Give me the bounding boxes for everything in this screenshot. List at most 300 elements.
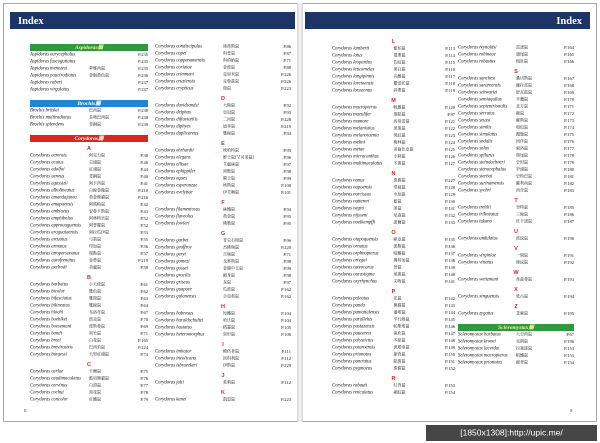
index-entry [332, 271, 455, 278]
page-reference: P.79 [140, 397, 148, 402]
page-reference: P.193 [564, 277, 574, 282]
index-entry [332, 295, 455, 302]
index-entry [458, 117, 574, 124]
index-entry [30, 396, 148, 403]
scientific-name: Corydoras lamberti [332, 46, 370, 51]
common-name: 歐亞鼠 [393, 237, 406, 242]
index-entry [30, 86, 148, 93]
scientific-name: Corydoras bicolor [30, 289, 65, 294]
scientific-name: Corydoras rabauti [332, 383, 368, 388]
index-entry [155, 286, 291, 293]
index-entry [30, 316, 148, 323]
page-reference: P.186 [564, 212, 574, 217]
common-name: 佛勒鼠 [223, 221, 235, 226]
page-reference: P.179 [564, 160, 574, 165]
common-name: 巴西豹鼠 [89, 345, 105, 350]
scientific-name: Corydoras davidsandsi [155, 103, 199, 108]
scientific-name: Corydoras geoffroy [155, 245, 192, 250]
common-name: 一間鼠 [516, 253, 528, 258]
index-entry [332, 132, 455, 139]
scientific-name: Corydoras macropterus [332, 105, 377, 110]
scientific-name: Corydoras eques [155, 176, 187, 181]
page-reference: P.118 [445, 81, 455, 86]
index-column-2 [155, 43, 291, 403]
page-reference: P.238 [138, 115, 148, 120]
common-name: 埃哈特鼠 [223, 148, 239, 153]
page-reference: P.164 [564, 45, 574, 50]
index-entry [458, 310, 574, 317]
page-reference: P.145 [445, 317, 455, 322]
common-name: 弓箭鼠 [89, 237, 101, 242]
scientific-name: Corydoras axelrodi [30, 265, 67, 270]
page-reference: P.97 [447, 112, 455, 117]
common-name: 圭亞那鼠 [223, 294, 239, 299]
page-reference: P.178 [564, 153, 574, 158]
letter-heading: H [221, 303, 225, 310]
page-reference: P.40 [140, 174, 148, 179]
index-entry [458, 204, 574, 211]
scientific-name: Corydoras solox [458, 146, 490, 151]
common-name: 模仿者鼠 [223, 349, 239, 354]
letter-heading: U [514, 228, 518, 235]
common-name: 阿卡西鼠 [89, 181, 105, 186]
index-entry [30, 229, 148, 236]
common-name: 侏儒鼠 [393, 366, 406, 371]
page-reference: P.144 [445, 310, 455, 315]
page-reference: P.99 [283, 176, 291, 181]
common-name: 迪菲鼠 [223, 124, 235, 129]
page-reference: P.53 [140, 230, 148, 235]
scientific-name: Corydoras multimaculatus [332, 161, 383, 166]
common-name: 熊貓鼠 [393, 303, 406, 308]
scientific-name: Corydoras crimmeni [155, 72, 194, 77]
common-name: 尖頭鼠 [89, 160, 101, 165]
index-entry [332, 198, 455, 205]
index-entry [155, 251, 291, 258]
page-reference: P.106 [281, 332, 291, 337]
index-entry [332, 382, 455, 389]
index-entry [155, 123, 291, 130]
index-entry [30, 166, 148, 173]
page-reference: P.139 [445, 265, 455, 270]
index-entry [458, 338, 574, 345]
common-name [89, 51, 130, 58]
scientific-name: Corydoras punctatus [332, 359, 372, 364]
page-reference: P.142 [445, 296, 455, 301]
scientific-name: Corydoras boesemani [30, 324, 72, 329]
index-entry [30, 368, 148, 375]
scientific-name: Corydoras ellisae [155, 162, 189, 167]
scientific-name: Corydoras acrensis [30, 153, 67, 158]
scientific-name: Corydoras serratus [458, 111, 495, 116]
index-entry [332, 52, 455, 59]
page-reference: P.100 [281, 183, 291, 188]
common-name: 克里米鼠 [223, 72, 239, 77]
page-reference: P.223 [281, 86, 291, 91]
common-name: 白頂鼠 [89, 383, 101, 388]
page-reference: P.181 [564, 174, 574, 179]
scientific-name: Corydoras leopardus [332, 60, 372, 65]
scientific-name: Corydoras sodalis [458, 139, 493, 144]
common-name: 尖吻鼠 [393, 279, 406, 284]
common-name: 黃金熊貓鼠 [89, 195, 109, 200]
scientific-name: Corydoras amandajanea [30, 195, 77, 200]
page-reference: P.116 [445, 67, 455, 72]
scientific-name: Corydoras robustus [458, 59, 496, 64]
common-name: 多斑鼠 [393, 161, 406, 166]
letter-heading: C [87, 361, 91, 368]
common-name: 白花鼠 [89, 338, 101, 343]
common-name: 雙色鼠 [89, 289, 101, 294]
page-reference: P.165 [138, 338, 148, 343]
common-name: 阿瑪帕鼠 [89, 202, 105, 207]
common-name: 黑鼠 [393, 206, 402, 211]
page-reference: P.239 [138, 122, 148, 127]
page-reference: P.223 [281, 397, 291, 402]
page-reference: P.183 [564, 188, 574, 193]
index-entry [155, 258, 291, 265]
common-name: 布洛奇鼠 [89, 310, 105, 315]
scientific-name: Corydoras ehrhardti [155, 148, 194, 153]
common-name: 三線鼠 [516, 212, 528, 217]
page-reference: P.131 [445, 206, 455, 211]
scientific-name: Corydoras tukano [458, 219, 492, 224]
common-name: 阿拉瓜伊鼠 [89, 230, 109, 235]
common-name: 伊斯鼠 [223, 363, 235, 368]
index-entry [155, 154, 291, 161]
scientific-name: Corydoras griseus [155, 280, 190, 285]
common-name: 桑切斯鼠 [516, 76, 532, 81]
common-name: 青銅鼠 [89, 122, 101, 127]
page-reference: P.56 [140, 244, 148, 249]
index-entry [458, 152, 574, 159]
page-reference: P.52 [140, 216, 148, 221]
common-name: 薩拉雷鼠 [516, 83, 532, 88]
letter-heading: F [221, 199, 225, 206]
page-reference: P.171 [564, 104, 574, 109]
index-entry [30, 72, 148, 79]
page-reference: P.101 [281, 190, 291, 195]
common-name: 藍鼠 [393, 199, 402, 204]
index-entry [155, 102, 291, 109]
page-reference: P.237 [138, 80, 148, 85]
index-entry [155, 324, 291, 331]
page-reference: P.196 [564, 339, 574, 344]
page-reference: P.120 [445, 105, 455, 110]
index-entry [332, 330, 455, 337]
scientific-name: Scleromystax kronei [458, 339, 496, 344]
common-name: 梅林鼠 [393, 140, 406, 145]
page-reference: P.92 [283, 103, 291, 108]
common-name: 諾爾鼠 [393, 220, 406, 225]
letter-heading: T [514, 197, 518, 204]
scientific-name: Corydoras blochi [30, 310, 63, 315]
scientific-name: Corydoras guianensis [155, 294, 197, 299]
page-reference: P.112 [281, 380, 291, 385]
scientific-name: Corydoras pygmaeus [332, 366, 372, 371]
letter-heading: A [87, 145, 91, 152]
index-entry [155, 237, 291, 244]
common-name: 索洛鼠 [516, 146, 528, 151]
index-entry [332, 344, 455, 351]
scientific-name: Brochis splendens [30, 122, 65, 127]
scientific-name: Corydoras barbatus [30, 282, 68, 287]
scientific-name: Corydoras cervinus [30, 383, 68, 388]
index-entry [30, 58, 148, 65]
page-reference: P.175 [564, 132, 574, 137]
index-entry [332, 351, 455, 358]
common-name: 寬帶鼠 [393, 53, 406, 58]
scientific-name: Corydoras nattereri [332, 199, 370, 204]
page-reference: P.52 [140, 223, 148, 228]
scientific-name: Corydoras narcissus [332, 192, 371, 197]
scientific-name: Corydoras simulatus [458, 132, 498, 137]
scientific-name: Corydoras aurofrenatus [30, 258, 76, 263]
page-reference: P.93 [283, 110, 291, 115]
common-name: 絲鰭鼠 [223, 207, 235, 212]
page-reference: P.111 [281, 349, 291, 354]
page-reference: P.192 [564, 260, 574, 265]
common-name: 同伴鼠 [516, 139, 528, 144]
page-reference: P.126 [445, 154, 455, 159]
page-reference: P.122 [445, 126, 455, 131]
index-entry [458, 138, 574, 145]
scientific-name: Corydoras garbei [155, 238, 189, 243]
index-entry [332, 160, 455, 167]
index-entry [30, 65, 148, 72]
page-reference: P.162 [281, 294, 291, 299]
index-entry [30, 187, 148, 194]
page-reference: P.104 [281, 311, 291, 316]
common-name: 哥倫比亞鼠 [393, 147, 414, 152]
common-name: 鋸背鼠 [516, 360, 528, 365]
common-name: 凱恩鼠 [223, 397, 235, 402]
scientific-name: Corydoras burgessi [30, 352, 67, 357]
page-reference: P.121 [445, 119, 455, 124]
index-entry [332, 316, 455, 323]
page-number-right: 9 [570, 408, 573, 413]
common-name: 長鰭鼠 [393, 74, 406, 79]
index-entry [30, 295, 148, 302]
page-reference: P.115 [445, 60, 455, 65]
common-name: 黑斑鼠 [393, 126, 406, 131]
scientific-name: Corydoras filamentosus [155, 207, 200, 212]
scientific-name: Corydoras weitzmani [458, 277, 499, 282]
page-reference: P.46 [140, 160, 148, 165]
scientific-name: Corydoras ambiacus [30, 209, 70, 214]
index-entry [332, 212, 455, 219]
scientific-name: Corydoras julii [155, 380, 184, 385]
common-name: 羅雷托鼠 [393, 81, 410, 86]
scientific-name: Corydoras steindachneri [458, 160, 505, 165]
index-entry [30, 337, 148, 344]
index-entry [155, 130, 291, 137]
index-entry [458, 131, 574, 138]
page-reference: P.117 [445, 74, 455, 79]
common-name: 大衛鼠 [223, 103, 235, 108]
scientific-name: Corydoras cochui [30, 390, 64, 395]
scientific-name: Corydoras heteromorphus [155, 332, 205, 337]
page-reference: P.169 [564, 90, 574, 95]
scientific-name: Corydoras delphax [155, 110, 192, 115]
letter-heading: V [514, 245, 518, 252]
index-entry [332, 250, 455, 257]
page-reference: P.112 [281, 356, 291, 361]
page-reference: P.216 [138, 195, 148, 200]
page-reference: P.167 [564, 76, 574, 81]
scientific-name: Corydoras zygatus [458, 311, 494, 316]
common-name: 戈麥斯鼠 [223, 259, 239, 264]
scientific-name: Corydoras melanistius [332, 126, 375, 131]
index-entry [30, 121, 148, 128]
index-entry [458, 110, 574, 117]
scientific-name: Corydoras aeneus [30, 174, 65, 179]
common-name: 尾斑鼠 [393, 272, 406, 277]
scientific-name: Corydoras albolineatus [30, 188, 75, 193]
common-name: 吉瑞鼠 [223, 252, 235, 257]
scientific-name: Corydoras diphyes [155, 124, 191, 129]
scientific-name: Corydoras reticulatus [332, 390, 374, 395]
letter-heading: I [222, 341, 224, 348]
page-reference: P.176 [564, 139, 574, 144]
scientific-name: Corydoras semiaquilus [458, 97, 502, 102]
common-name: 哈氏鼠 [223, 318, 235, 323]
index-entry [332, 278, 455, 285]
scientific-name: Scleromystax macropterus [458, 353, 508, 358]
scientific-name: Aspidoras virgulatus [30, 87, 70, 92]
index-entry [332, 125, 455, 132]
common-name: 黑竹鼠 [89, 331, 101, 336]
genus-header: Corydoras屬 [30, 135, 148, 142]
scientific-name: Corydoras mamore [332, 119, 369, 124]
index-entry [458, 252, 574, 259]
watermark-text: [1850x1308]:http://upic.me/ [426, 425, 597, 441]
page-reference: P.71 [283, 58, 291, 63]
common-name: 帆鰭鼠 [516, 353, 528, 358]
common-name: 斜帶鼠 [393, 88, 406, 93]
common-name: 騎士鼠 [223, 176, 235, 181]
index-entry [332, 302, 455, 309]
index-entry [332, 358, 455, 365]
index-entry [458, 211, 574, 218]
index-entry [458, 166, 574, 173]
index-entry [155, 379, 291, 386]
scientific-name: Corydoras breei [30, 338, 61, 343]
index-entry [155, 78, 291, 85]
scientific-name: Corydoras brevirostris [30, 345, 73, 350]
page-reference: P.77 [140, 383, 148, 388]
scientific-name: Corydoras vittatus [458, 260, 494, 265]
index-entry [332, 139, 455, 146]
index-entry [155, 244, 291, 251]
page-reference: P.185 [564, 205, 574, 210]
scientific-name: Corydoras maculifer [332, 112, 372, 117]
common-name: 青尖石斑鼠 [223, 238, 243, 243]
common-name: 條紋鼠 [516, 260, 528, 265]
letter-heading: M [391, 97, 396, 104]
common-name: 網紋鼠 [393, 390, 406, 395]
common-name: 鮮士鼠(艾司弟鼠) [223, 155, 255, 160]
common-name: 粗壯鼠 [516, 59, 528, 64]
index-entry [155, 362, 291, 369]
index-column-1 [30, 44, 148, 403]
index-entry [332, 118, 455, 125]
scientific-name: Corydoras gossei [155, 266, 188, 271]
index-entry [155, 57, 291, 64]
page-reference: P.237 [138, 87, 148, 92]
scientific-name: Corydoras geryi [155, 252, 186, 257]
common-name: 雙線鼠 [223, 131, 235, 136]
scientific-name: Corydoras arcuatus [30, 237, 68, 242]
page-reference: P.96 [283, 155, 291, 160]
index-entry [332, 177, 455, 184]
page-reference: P.94 [283, 131, 291, 136]
index-entry [30, 382, 148, 389]
index-entry [30, 250, 148, 257]
scientific-name: Scleromystax prionotos [458, 360, 502, 365]
scientific-name: Corydoras sterbai [458, 174, 493, 179]
index-entry [30, 330, 148, 337]
index-entry [30, 264, 148, 271]
page-reference: P.98 [283, 259, 291, 264]
scientific-name: Corydoras condiscipulus [155, 44, 203, 49]
page-reference: P.149 [445, 345, 455, 350]
scientific-name: Corydoras micracanthus [332, 154, 379, 159]
page-reference: P.152 [445, 366, 455, 371]
page-reference: P.154 [564, 360, 574, 365]
page-reference: P.187 [564, 219, 574, 224]
index-entry [155, 43, 291, 50]
index-entry [332, 205, 455, 212]
common-name: 二河鼠 [223, 117, 235, 122]
letter-heading: L [391, 38, 396, 45]
index-entry [30, 243, 148, 250]
common-name: 金鼻鼠 [89, 258, 101, 263]
common-name: 馬莫雷鼠 [393, 119, 410, 124]
index-entry [332, 146, 455, 153]
common-name: 豹紋鼠 [393, 60, 406, 65]
common-name: 大型紅頭鼠 [89, 352, 109, 357]
page-reference: P.132 [445, 213, 455, 218]
common-name: 骨鼠 [393, 265, 402, 270]
scientific-name: Corydoras oiapoquensis [332, 237, 378, 242]
page-number-left: 8 [24, 408, 27, 413]
page-reference: P.220 [281, 245, 291, 250]
index-entry [155, 293, 291, 300]
page-reference: P.227 [445, 178, 455, 183]
common-name: 杰佛瑞鼠 [223, 245, 239, 250]
scientific-name: Brochis multiradiatus [30, 115, 71, 120]
page-reference: P.42 [140, 202, 148, 207]
page-reference: P.70 [140, 317, 148, 322]
page-reference: P.162 [281, 287, 291, 292]
page-reference: P.172 [564, 111, 574, 116]
common-name: 相似鼠 [516, 125, 528, 130]
scientific-name: Corydoras robineae [458, 52, 496, 57]
scientific-name: Corydoras panda [332, 303, 365, 308]
scientific-name: Corydoras sychri [458, 188, 491, 193]
page-reference: P.235 [138, 52, 148, 57]
index-entry [155, 317, 291, 324]
index-entry [458, 293, 574, 300]
scientific-name: Scleromystax barbatus [458, 332, 501, 337]
page-reference: P.97 [283, 280, 291, 285]
scientific-name: Corydoras pantanalensis [332, 310, 380, 315]
index-entry [155, 147, 291, 154]
index-entry [30, 79, 148, 86]
common-name: 金眼黃色鼠 [89, 73, 109, 78]
common-name: 阿林特貝鼠 [89, 216, 109, 221]
